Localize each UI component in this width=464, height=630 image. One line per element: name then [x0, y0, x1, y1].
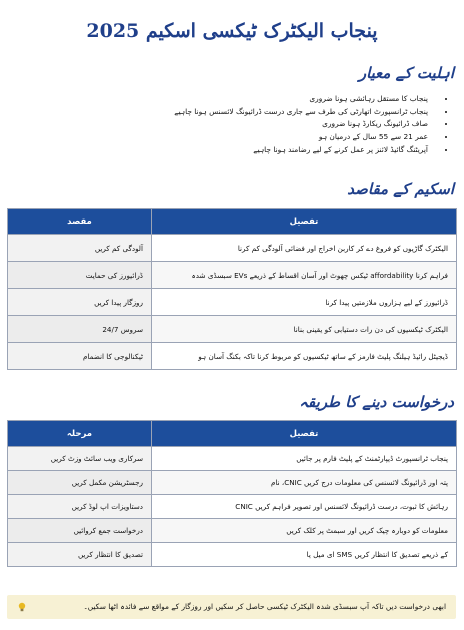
- list-item: • عمر 21 سے 55 سال کے درمیان ہو: [0, 131, 436, 144]
- detail-cell: معلومات کو دوبارہ چیک کریں اور سبمٹ پر کلک کریں: [152, 519, 457, 543]
- column-header-purpose: مقصد: [8, 209, 152, 235]
- list-item: • پنجاب کا مستقل رہائشی ہونا ضروری: [0, 93, 436, 106]
- purpose-cell: ٹیکنالوجی کا انضمام: [8, 343, 152, 370]
- table-row: [8, 289, 457, 316]
- objectives-table: [7, 208, 457, 370]
- detail-cell: رہائش کا ثبوت، درست ڈرائیونگ لائسنس اور تصویر فراہم کریں CNIC: [152, 495, 457, 519]
- column-header-step: مرحلہ: [8, 421, 152, 447]
- detail-cell: پتہ اور ڈرائیونگ لائسنس کی معلومات درج کریں CNIC، نام: [152, 471, 457, 495]
- application-table: [7, 420, 457, 567]
- table-row: [8, 447, 457, 471]
- step-cell: درخواست جمع کروائیں: [8, 519, 152, 543]
- table-row: [8, 262, 457, 289]
- detail-cell: ڈرائیورز کے لیے ہزاروں ملازمتیں پیدا کرنا: [152, 289, 457, 316]
- detail-cell: الیکٹرک گاڑیوں کو فروغ دے کر کاربن اخراج اور فضائی آلودگی کم کرنا: [152, 235, 457, 262]
- eligibility-list: [0, 93, 454, 157]
- table-row: [8, 495, 457, 519]
- detail-cell: ڈیجیٹل رائیڈ ہیلنگ پلیٹ فارمز کے ساتھ ٹیکسیوں کو مربوط کرنا تاکہ بکنگ آسان ہو: [152, 343, 457, 370]
- table-row: [8, 471, 457, 495]
- column-header-detail: تفصیل: [152, 209, 457, 235]
- step-cell: سرکاری ویب سائٹ وزٹ کریں: [8, 447, 152, 471]
- detail-cell: کے ذریعے تصدیق کا انتظار کریں SMS ای میل یا: [152, 543, 457, 567]
- table-row: [8, 543, 457, 567]
- detail-cell: الیکٹرک ٹیکسیوں کی دن رات دستیابی کو یقینی بنانا: [152, 316, 457, 343]
- purpose-cell: روزگار پیدا کریں: [8, 289, 152, 316]
- purpose-cell: آلودگی کم کریں: [8, 235, 152, 262]
- column-header-detail: تفصیل: [152, 421, 457, 447]
- step-cell: دستاویزات اپ لوڈ کریں: [8, 495, 152, 519]
- list-item: • پنجاب ٹرانسپورٹ اتھارٹی کی طرف سے جاری درست ڈرائیونگ لائسنس ہونا چاہیے: [0, 106, 436, 119]
- call-to-action-note: [7, 595, 456, 619]
- note-text: ابھی درخواست دیں تاکہ آپ سبسڈی شدہ الیکٹرک ٹیکسی حاصل کر سکیں اور روزگار کے مواقع سے فائدہ اٹھا سکیں۔: [83, 602, 446, 611]
- purpose-cell: ڈرائیورز کی حمایت: [8, 262, 152, 289]
- page-title: پنجاب الیکٹرک ٹیکسی اسکیم 2025: [86, 20, 378, 42]
- application-heading: درخواست دینے کا طریقہ: [299, 393, 454, 411]
- table-row: [8, 519, 457, 543]
- table-row: [8, 235, 457, 262]
- objectives-heading: اسکیم کے مقاصد: [347, 180, 454, 198]
- table-row: [8, 316, 457, 343]
- list-item: • آپریٹنگ گائیڈ لائنز پر عمل کرنے کے لیے رضامند ہونا چاہیے: [0, 144, 436, 157]
- step-cell: رجسٹریشن مکمل کریں: [8, 471, 152, 495]
- detail-cell: پنجاب ٹرانسپورٹ ڈیپارٹمنٹ کے پلیٹ فارم پر جائیں: [152, 447, 457, 471]
- list-item: • صاف ڈرائیونگ ریکارڈ ہونا ضروری: [0, 118, 436, 131]
- eligibility-heading: اہلیت کے معیار: [358, 64, 454, 82]
- lightbulb-icon: [17, 602, 27, 612]
- table-row: [8, 343, 457, 370]
- detail-cell: فراہم کرنا affordability ٹیکس چھوٹ اور آسان اقساط کے ذریعے EVs سبسڈی شدہ: [152, 262, 457, 289]
- step-cell: تصدیق کا انتظار کریں: [8, 543, 152, 567]
- purpose-cell: سروس 24/7: [8, 316, 152, 343]
